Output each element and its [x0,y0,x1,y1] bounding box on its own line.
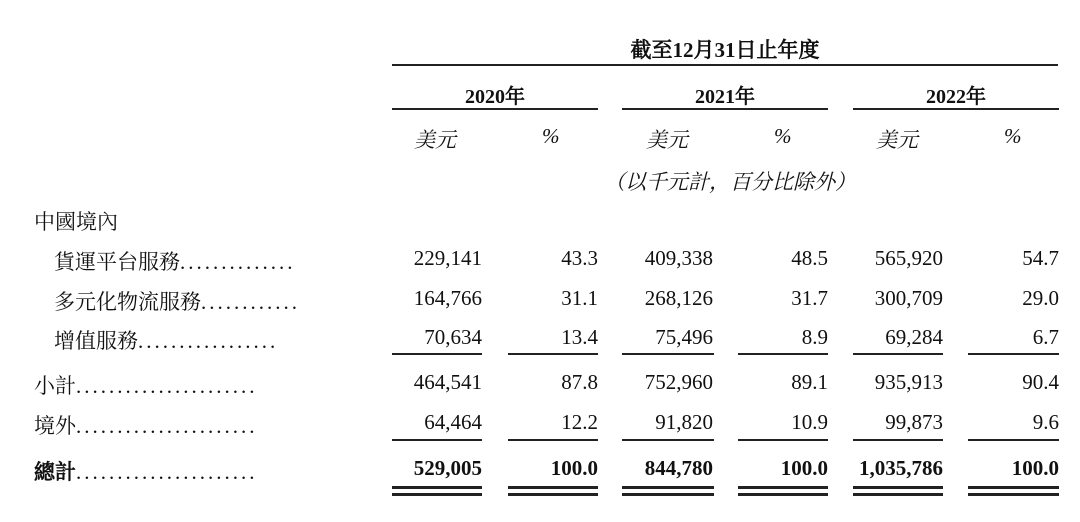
unit-pct-2020: % [542,124,560,148]
double-rule [508,486,598,489]
total-rule [622,439,714,441]
cell-usd-2021: 75,496 [655,325,713,349]
unit-usd-2022: 美元 [876,128,918,152]
double-rule [738,486,828,489]
subtotal-rule [392,353,482,355]
leader-dots: ...................... [76,374,258,398]
row-label-text: 境外 [34,414,76,438]
row-label [34,410,258,440]
cell-usd-2020: 164,766 [413,286,482,310]
subtotal-rule [622,353,714,355]
cell-pct-2021: 89.1 [791,370,828,394]
double-rule [392,486,482,489]
cell-usd-2020: 64,464 [424,410,482,434]
period-header: 截至12月31日止年度 [630,38,820,62]
total-rule [508,439,598,441]
year-rule-2021 [622,108,828,110]
cell-usd-2020: 529,005 [413,456,482,480]
year-2020: 2020年 [465,86,525,108]
double-rule [392,493,482,496]
cell-pct-2020: 13.4 [561,325,598,349]
cell-usd-2021: 91,820 [655,410,713,434]
leader-dots: .............. [180,250,296,274]
double-rule [738,493,828,496]
cell-usd-2021: 409,338 [644,246,713,270]
cell-pct-2020: 87.8 [561,370,598,394]
row-label [54,286,300,316]
cell-pct-2022: 6.7 [1032,325,1059,349]
cell-pct-2022: 100.0 [1011,456,1059,480]
subtotal-rule [853,353,943,355]
leader-dots: ...................... [76,414,258,438]
cell-pct-2020: 31.1 [561,286,598,310]
cell-usd-2021: 844,780 [644,456,713,480]
row-label [54,325,278,355]
header-rule [392,64,1058,66]
double-rule [622,493,714,496]
year-rule-2020 [392,108,598,110]
leader-dots: ................. [138,329,279,353]
cell-pct-2021: 8.9 [801,325,828,349]
cell-pct-2022: 90.4 [1022,370,1059,394]
double-rule [853,493,943,496]
leader-dots: ...................... [76,460,258,484]
cell-usd-2022: 565,920 [874,246,943,270]
double-rule [968,493,1059,496]
cell-pct-2021: 10.9 [791,410,828,434]
double-rule [853,486,943,489]
leader-dots: ............ [201,290,300,314]
total-rule [392,439,482,441]
subtotal-rule [968,353,1059,355]
row-label-text: 多元化物流服務 [54,290,201,314]
subtotal-rule [508,353,598,355]
cell-usd-2020: 229,141 [413,246,482,270]
cell-pct-2021: 31.7 [791,286,828,310]
total-rule [738,439,828,441]
unit-usd-2020: 美元 [414,128,456,152]
row-label-text: 增值服務 [54,329,138,353]
cell-pct-2022: 29.0 [1022,286,1059,310]
unit-usd-2021: 美元 [646,128,688,152]
cell-pct-2022: 9.6 [1032,410,1059,434]
cell-pct-2020: 43.3 [561,246,598,270]
unit-pct-2021: % [774,124,792,148]
row-label [34,456,258,486]
row-label-text: 小計 [34,374,76,398]
total-rule [853,439,943,441]
cell-usd-2022: 935,913 [874,370,943,394]
cell-pct-2022: 54.7 [1022,246,1059,270]
cell-pct-2020: 100.0 [550,456,598,480]
row-label [54,246,296,276]
cell-pct-2021: 48.5 [791,246,828,270]
cell-usd-2020: 70,634 [424,325,482,349]
cell-usd-2022: 99,873 [885,410,943,434]
year-rule-2022 [853,108,1059,110]
unit-note: （以千元計，百分比除外） [604,170,856,194]
double-rule [508,493,598,496]
total-rule [968,439,1059,441]
unit-pct-2022: % [1004,124,1022,148]
row-label-text: 總計 [34,460,76,484]
subtotal-rule [738,353,828,355]
cell-usd-2022: 300,709 [874,286,943,310]
row-label-text: 貨運平台服務 [54,250,180,274]
cell-usd-2022: 1,035,786 [859,456,943,480]
row-label [34,370,258,400]
double-rule [968,486,1059,489]
year-2021: 2021年 [695,86,755,108]
section-domestic: 中國境內 [34,210,118,234]
cell-usd-2022: 69,284 [885,325,943,349]
cell-usd-2021: 752,960 [644,370,713,394]
cell-pct-2020: 12.2 [561,410,598,434]
double-rule [622,486,714,489]
cell-usd-2020: 464,541 [413,370,482,394]
year-2022: 2022年 [926,86,986,108]
cell-pct-2021: 100.0 [780,456,828,480]
cell-usd-2021: 268,126 [644,286,713,310]
